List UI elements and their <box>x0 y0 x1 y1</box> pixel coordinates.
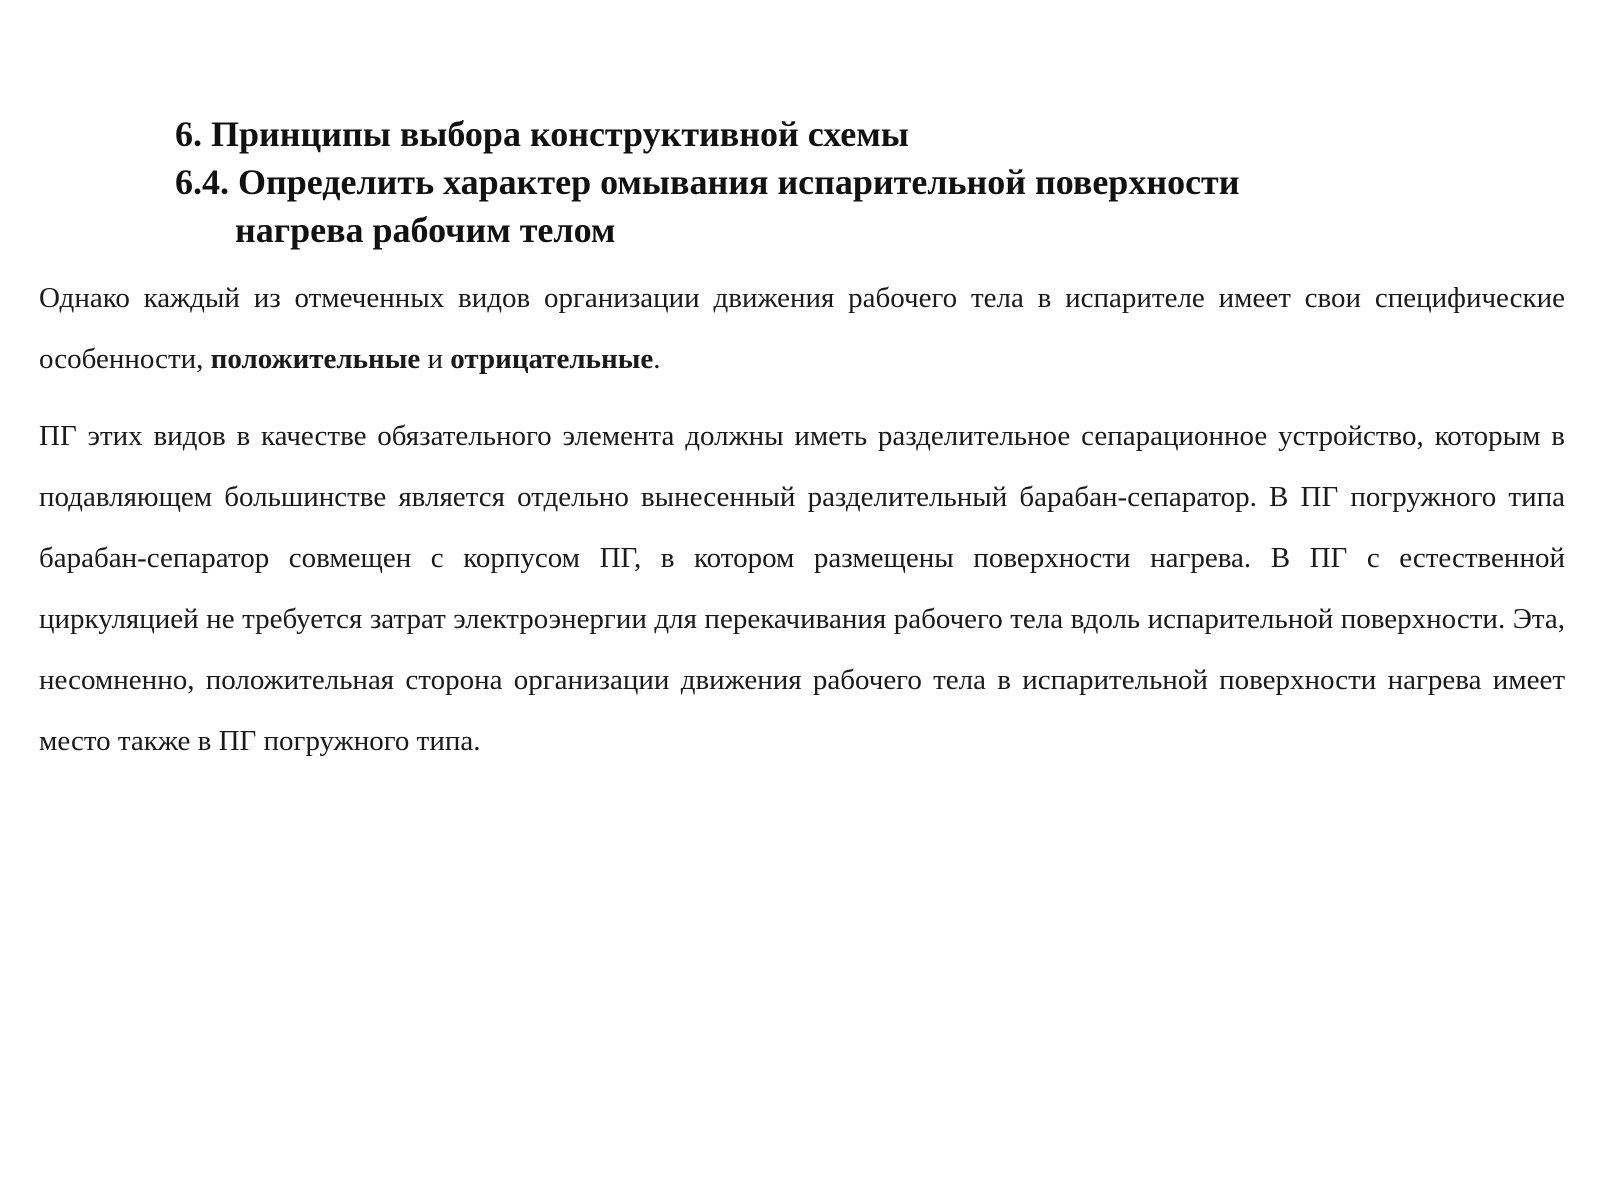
slide-heading <box>175 110 1475 254</box>
paragraph-features-end: . <box>653 343 661 375</box>
paragraph-separator-description: ПГ этих видов в качестве обязательного элемента должны иметь разделительное сепарационное устройство, которым в подавляющем большинстве является отдельно вынесенный разделительный барабан-сепаратор. В ПГ погружного типа барабан-сепаратор совмещен с корпусом ПГ, в котором размещены поверхности нагрева. В ПГ с естественной циркуляцией не требуется затрат электроэнергии для перекачивания рабочего тела вдоль испарительной поверхности. Эта, несомненно, положительная сторона организации движения рабочего тела в испарительной поверхности нагрева имеет место также в ПГ погружного типа. <box>39 420 1565 757</box>
heading-subsection-title: 6.4. Определить характер омывания испарительной поверхности <box>175 162 1240 202</box>
heading-subsection-title-continued: нагрева рабочим телом <box>235 210 616 250</box>
paragraph-features-connector: и <box>420 343 451 375</box>
heading-section-title: 6. Принципы выбора конструктивной схемы <box>175 114 909 154</box>
negative-term: отрицательные <box>450 343 654 375</box>
positive-term: положительные <box>210 343 421 375</box>
slide-body <box>39 268 1565 772</box>
paragraph-features <box>39 268 1565 390</box>
paragraph-features-lead: Однако каждый из отмеченных видов организации движения рабочего тела в испарителе имеет свои специфические особенности, <box>39 282 1565 375</box>
